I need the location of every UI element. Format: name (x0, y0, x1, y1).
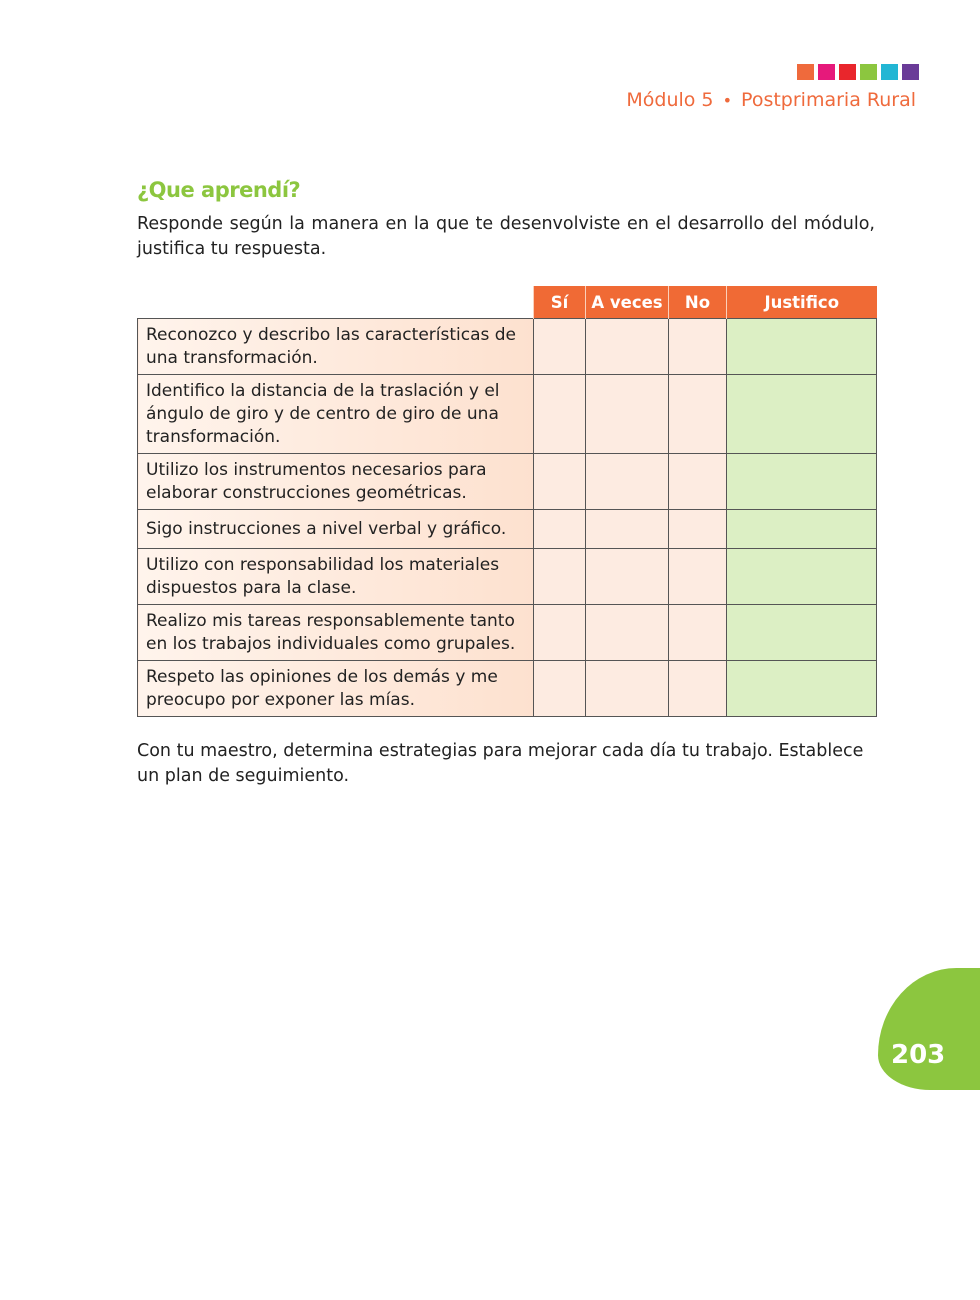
header-blank (138, 286, 534, 319)
self-assessment-table (137, 286, 876, 717)
table-row (138, 605, 877, 661)
statement-cell: Utilizo con responsabilidad los materiales dispuestos para la clase. (138, 549, 534, 605)
a-veces-cell[interactable] (586, 319, 669, 375)
statement-cell: Identifico la distancia de la traslación y el ángulo de giro y de centro de giro de una transformación. (138, 375, 534, 454)
page-number-blob (878, 968, 980, 1090)
si-cell[interactable] (534, 454, 586, 510)
col-header-si: Sí (534, 286, 586, 319)
table-row (138, 549, 877, 605)
si-cell[interactable] (534, 375, 586, 454)
justifico-cell[interactable] (727, 375, 877, 454)
intro-paragraph: Responde según la manera en la que te desenvolviste en el desarrollo del módulo, justifica tu respuesta. (137, 214, 875, 259)
col-header-justifico: Justifico (727, 286, 877, 319)
no-cell[interactable] (669, 510, 727, 549)
closing-paragraph: Con tu maestro, determina estrategias para mejorar cada día tu trabajo. Establece un plan de seguimiento. (137, 741, 864, 786)
si-cell[interactable] (534, 319, 586, 375)
no-cell[interactable] (669, 661, 727, 717)
table-row (138, 375, 877, 454)
header-separator: • (722, 91, 732, 110)
no-cell[interactable] (669, 375, 727, 454)
page-number: 203 (891, 1040, 946, 1070)
a-veces-cell[interactable] (586, 375, 669, 454)
no-cell[interactable] (669, 605, 727, 661)
program-label: Postprimaria Rural (741, 89, 916, 111)
color-square (881, 64, 898, 80)
a-veces-cell[interactable] (586, 510, 669, 549)
a-veces-cell[interactable] (586, 605, 669, 661)
table-row (138, 454, 877, 510)
color-square (902, 64, 919, 80)
color-square (839, 64, 856, 80)
color-square (797, 64, 814, 80)
table-header-row (138, 286, 877, 319)
justifico-cell[interactable] (727, 605, 877, 661)
a-veces-cell[interactable] (586, 454, 669, 510)
statement-cell: Sigo instrucciones a nivel verbal y gráfico. (138, 510, 534, 549)
module-label: Módulo 5 (626, 89, 714, 111)
justifico-cell[interactable] (727, 510, 877, 549)
justifico-cell[interactable] (727, 661, 877, 717)
col-header-no: No (669, 286, 727, 319)
statement-cell: Realizo mis tareas responsablemente tanto en los trabajos individuales como grupales. (138, 605, 534, 661)
table-row (138, 510, 877, 549)
justifico-cell[interactable] (727, 319, 877, 375)
table-row (138, 661, 877, 717)
statement-cell: Utilizo los instrumentos necesarios para elaborar construcciones geométricas. (138, 454, 534, 510)
section-title: ¿Que aprendí? (137, 178, 301, 202)
justifico-cell[interactable] (727, 549, 877, 605)
justifico-cell[interactable] (727, 454, 877, 510)
color-square (860, 64, 877, 80)
no-cell[interactable] (669, 549, 727, 605)
statement-cell: Respeto las opiniones de los demás y me preocupo por exponer las mías. (138, 661, 534, 717)
color-square (818, 64, 835, 80)
no-cell[interactable] (669, 454, 727, 510)
statement-cell: Reconozco y describo las características de una transformación. (138, 319, 534, 375)
module-color-bar (797, 64, 919, 80)
col-header-a-veces: A veces (586, 286, 669, 319)
a-veces-cell[interactable] (586, 549, 669, 605)
si-cell[interactable] (534, 605, 586, 661)
si-cell[interactable] (534, 510, 586, 549)
no-cell[interactable] (669, 319, 727, 375)
table-row (138, 319, 877, 375)
a-veces-cell[interactable] (586, 661, 669, 717)
si-cell[interactable] (534, 549, 586, 605)
si-cell[interactable] (534, 661, 586, 717)
running-header (626, 89, 916, 111)
